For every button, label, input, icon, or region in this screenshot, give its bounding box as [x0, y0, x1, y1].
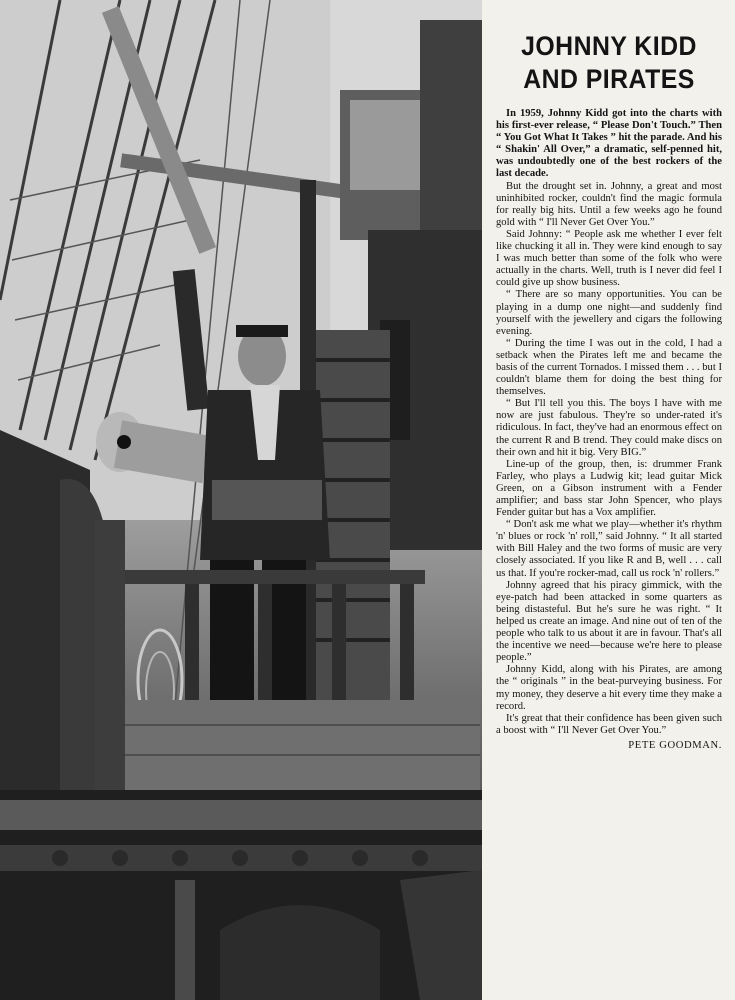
- article-paragraph: “ But I'll tell you this. The boys I have with me now are just fabulous. They're so under-rated it's ridiculous. In fact, they've had an enormous effect on the current R and B trend. They could make discs on their own and hit it big. Very BIG.”: [496, 398, 722, 458]
- article-paragraph: “ There are so many opportunities. You can be playing in a dump one night—and suddenly find yourself with the jewellery and cigars the following evening.: [496, 289, 722, 337]
- author-byline: PETE GOODMAN.: [628, 739, 722, 751]
- article-paragraph: Said Johnny: “ People ask me whether I ever felt like chucking it all in. They were kind enough to say I was much better than some of the folk who were actually in the charts. Well, truth is I never did feel I could give up show business.: [496, 228, 722, 289]
- article-paragraph: Johnny agreed that his piracy gimmick, with the eye-patch had been attacked in some quarters as being distasteful. But he's sure he was right. “ It helped us create an image. And nine out of ten of the people who talk to us about it are in favour. That's all the incentive we need—because we're here to please people.”: [496, 579, 722, 664]
- headline-line-1: JOHNNY KIDD: [521, 31, 697, 61]
- article-paragraph: “ During the time I was out in the cold, I had a setback when the Pirates left me and became the basis of the current Tornados. I missed them . . . but I couldn't blame them for doing the best thing for themselves.: [496, 337, 722, 398]
- article-paragraph: It's great that their confidence has been given such a boost with “ I'll Never Get Over You.”: [496, 712, 722, 736]
- article-column: [496, 30, 722, 751]
- article-lead-paragraph: In 1959, Johnny Kidd got into the charts with his first-ever release, “ Please Don't Touch.” Then “ You Got What It Takes ” hit the parade. And his “ Shakin' All Over,” a dramatic, self-penned hit, was undoubtedly one of the best rockers of the last decade.: [496, 108, 722, 180]
- article-headline: [505, 30, 713, 96]
- article-paragraph: But the drought set in. Johnny, a great and most uninhibited rocker, couldn't find the magic formula for really big hits. Until a few weeks ago he found gold with “ I'll Never Get Over You.”: [496, 180, 722, 228]
- article-body: [496, 181, 722, 737]
- headline-line-2: AND PIRATES: [523, 64, 695, 94]
- article-paragraph: Line-up of the group, then, is: drummer Frank Farley, who plays a Ludwig kit; lead guitar Mick Green, on a Gibson instrument with a Fender amplifier; and bass star John Spencer, who plays Fender guitar but has a Vox amplifier.: [496, 458, 722, 519]
- article-paragraph: “ Don't ask me what we play—whether it's rhythm 'n' blues or rock 'n' roll,” said Johnny. “ It all started with Bill Haley and the two forms of music are very closely associated. If you like R and B, well . . . call us that. If you're rocker-mad, call us rock 'n' rollers.”: [496, 519, 722, 579]
- article-paragraph: Johnny Kidd, along with his Pirates, are among the “ originals ” in the beat-purveying business. For my money, they deserve a hit every time they make a record.: [496, 664, 722, 712]
